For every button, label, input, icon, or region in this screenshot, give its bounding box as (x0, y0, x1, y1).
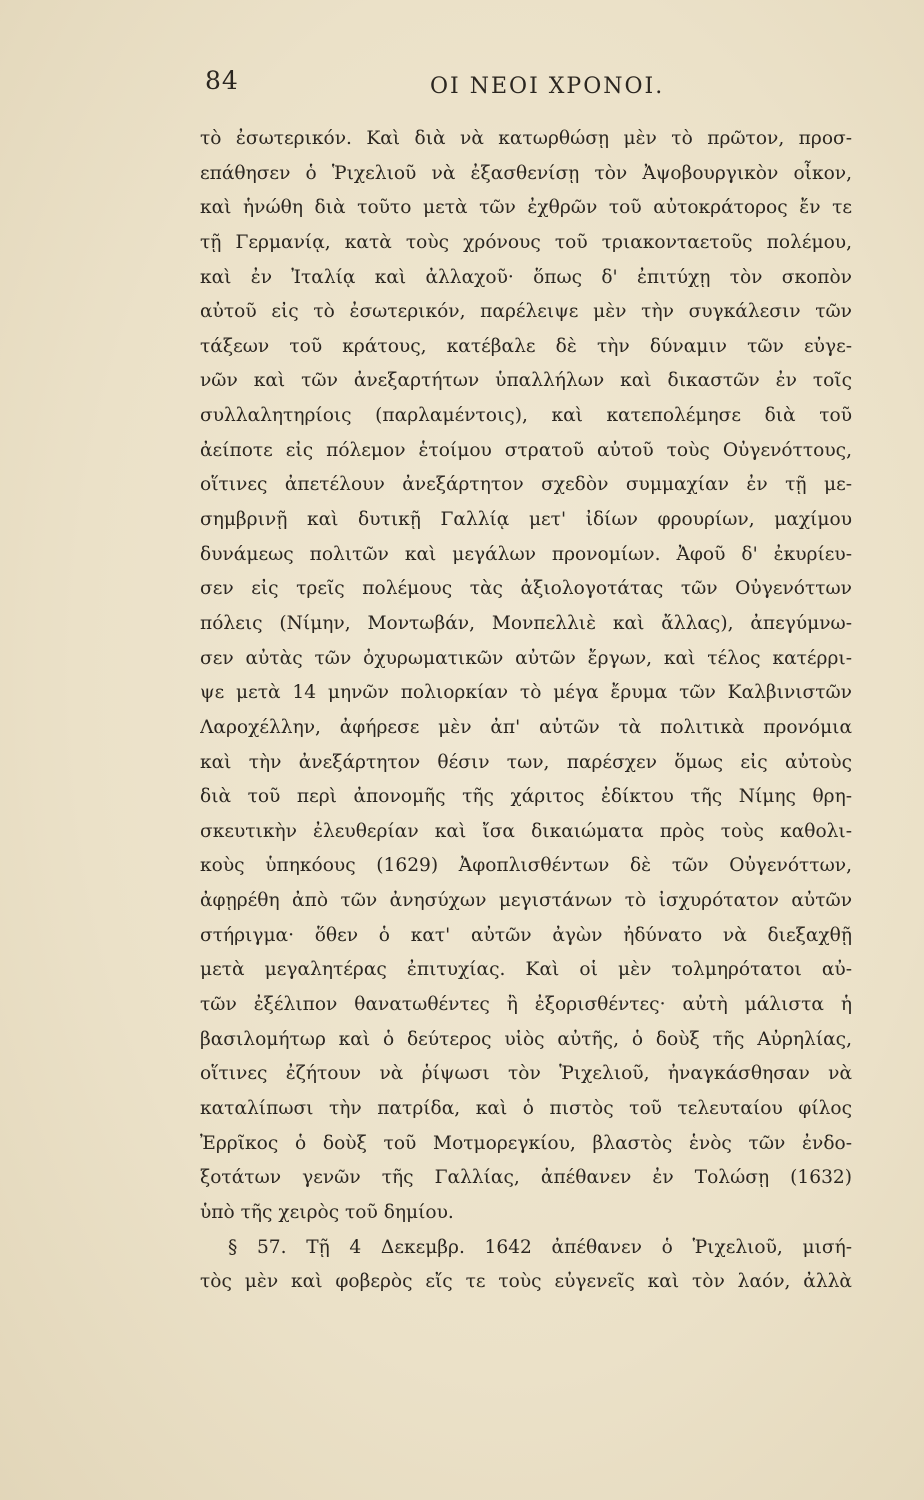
text-line: σκευτικὴν ἐλευθερίαν καὶ ἴσα δικαιώματα πρὸς τοὺς καθολι- (200, 820, 852, 842)
text-line: στήριγμα· ὅθεν ὁ κατ' αὐτῶν ἀγὼν ἠδύνατο νὰ διεξαχθῇ (200, 924, 852, 946)
text-line: ψε μετὰ 14 μηνῶν πολιορκίαν τὸ μέγα ἔρυμα τῶν Καλβινιστῶν (200, 682, 852, 704)
text-line: οἵτινες ἐζήτουν νὰ ῥίψωσι τὸν Ῥιχελιοῦ, ἠναγκάσθησαν νὰ (200, 1063, 852, 1085)
text-line: ἀφῃρέθη ἀπὸ τῶν ἀνησύχων μεγιστάνων τὸ ἰσχυρότατον αὐτῶν (200, 890, 852, 912)
text-line: καὶ ἐν Ἰταλίᾳ καὶ ἀλλαχοῦ· ὅπως δ' ἐπιτύχῃ τὸν σκοπὸν (200, 266, 852, 288)
text-line: καταλίπωσι τὴν πατρίδα, καὶ ὁ πιστὸς τοῦ τελευταίου φίλος (200, 1097, 852, 1119)
text-line: οἵτινες ἀπετέλουν ἀνεξάρτητον σχεδὸν συμμαχίαν ἐν τῇ με- (200, 474, 852, 496)
text-line: § 57. Τῇ 4 Δεκεμβρ. 1642 ἀπέθανεν ὁ Ῥιχελιοῦ, μισή- (228, 1236, 852, 1258)
text-line: αὐτοῦ εἰς τὸ ἐσωτερικόν, παρέλειψε μὲν τὴν συγκάλεσιν τῶν (200, 301, 852, 323)
text-line: Λαροχέλλην, ἀφήρεσε μὲν ἀπ' αὐτῶν τὰ πολιτικὰ προνόμια (200, 716, 852, 738)
text-line: τῇ Γερμανίᾳ, κατὰ τοὺς χρόνους τοῦ τριακονταετοῦς πολέμου, (200, 231, 852, 253)
text-line: ἀείποτε εἰς πόλεμον ἑτοίμου στρατοῦ αὐτοῦ τοὺς Οὐγενόττους, (200, 439, 852, 461)
text-line: σεν αὐτὰς τῶν ὀχυρωματικῶν αὐτῶν ἔργων, καὶ τέλος κατέρρι- (200, 647, 852, 669)
text-line: δυνάμεως πολιτῶν καὶ μεγάλων προνομίων. Ἀφοῦ δ' ἐκυρίευ- (200, 543, 852, 565)
body-text (200, 122, 852, 1300)
text-line: Ἐρρῖκος ὁ δοὺξ τοῦ Μοτμορεγκίου, βλαστὸς ἑνὸς τῶν ἐνδο- (200, 1132, 852, 1154)
text-line: διὰ τοῦ περὶ ἀπονομῆς τῆς χάριτος ἐδίκτου τῆς Νίμης θρη- (200, 786, 852, 808)
text-line: ὑπὸ τῆς χειρὸς τοῦ δημίου. (200, 1201, 454, 1223)
text-line: κοὺς ὑπηκόους (1629) Ἀφοπλισθέντων δὲ τῶν Οὐγενόττων, (200, 855, 852, 877)
text-line: καὶ τὴν ἀνεξάρτητον θέσιν των, παρέσχεν ὅμως εἰς αὐτοὺς (200, 751, 852, 773)
text-line: σημβρινῇ καὶ δυτικῇ Γαλλίᾳ μετ' ἰδίων φρουρίων, μαχίμου (200, 509, 852, 531)
page-number: 84 (205, 66, 239, 95)
text-line: επάθησεν ὁ Ῥιχελιοῦ νὰ ἐξασθενίσῃ τὸν Ἀψοβουργικὸν οἶκον, (200, 162, 852, 184)
text-line: πόλεις (Νίμην, Μοντωβάν, Μονπελλιὲ καὶ ἄλλας), ἀπεγύμνω- (200, 612, 852, 634)
text-line: τὸ ἐσωτερικόν. Καὶ διὰ νὰ κατωρθώσῃ μὲν τὸ πρῶτον, προσ- (200, 128, 852, 149)
text-line: βασιλομήτωρ καὶ ὁ δεύτερος υἱὸς αὐτῆς, ὁ δοὺξ τῆς Αὐρηλίας, (200, 1028, 852, 1050)
text-line: ξοτάτων γενῶν τῆς Γαλλίας, ἀπέθανεν ἐν Τολώσῃ (1632) (200, 1167, 852, 1189)
text-line: συλλαλητηρίοις (παρλαμέντοις), καὶ κατεπολέμησε διὰ τοῦ (200, 405, 852, 427)
text-line: τῶν ἐξέλιπον θανατωθέντες ἢ ἐξορισθέντες· αὐτὴ μάλιστα ἡ (200, 994, 852, 1016)
text-line: καὶ ἡνώθη διὰ τοῦτο μετὰ τῶν ἐχθρῶν τοῦ αὐτοκράτορος ἔν τε (200, 197, 852, 219)
running-title: ΟΙ ΝΕΟΙ ΧΡΟΝΟΙ. (430, 74, 665, 99)
text-line: τάξεων τοῦ κράτους, κατέβαλε δὲ τὴν δύναμιν τῶν εὐγε- (200, 335, 852, 357)
text-line: μετὰ μεγαλητέρας ἐπιτυχίας. Καὶ οἱ μὲν τολμηρότατοι αὐ- (200, 959, 852, 981)
text-line: νῶν καὶ τῶν ἀνεξαρτήτων ὑπαλλήλων καὶ δικαστῶν ἐν τοῖς (200, 370, 852, 392)
text-line: σεν εἰς τρεῖς πολέμους τὰς ἀξιολογοτάτας τῶν Οὐγενόττων (200, 578, 852, 600)
page-header (205, 66, 855, 106)
text-line: τὸς μὲν καὶ φοβερὸς εἴς τε τοὺς εὐγενεῖς καὶ τὸν λαόν, ἀλλὰ (200, 1271, 852, 1293)
